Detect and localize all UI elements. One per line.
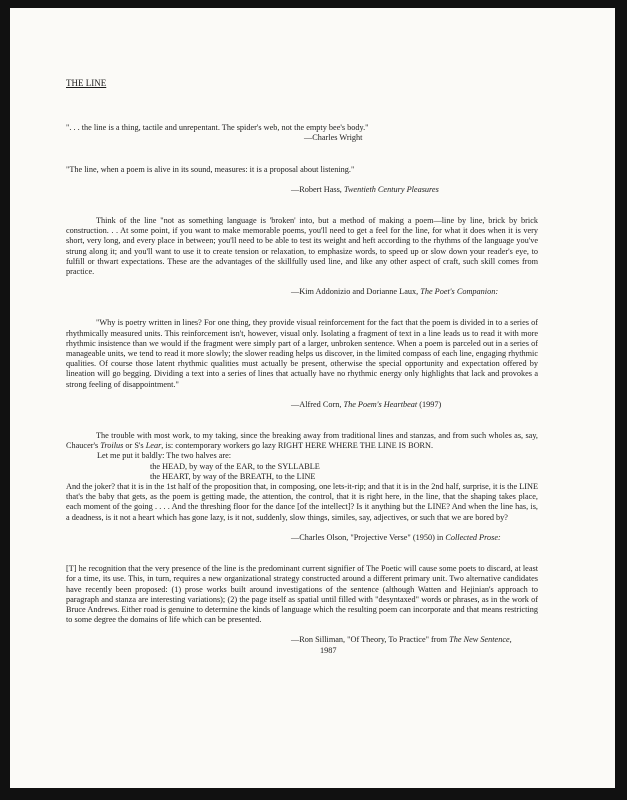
attribution-olson-author: —Charles Olson, "Projective Verse" (1950) in [291,532,446,542]
attribution-addonizio-laux [66,287,538,297]
attribution-wright: —Charles Wright [304,133,363,143]
olson-text-lear: Lear [145,441,162,451]
attribution-corn-year: (1997) [417,399,442,409]
quote-olson-p1 [66,431,538,451]
olson-text-c: , is: contemporary workers go lazy RIGHT HERE WHERE THE LINE IS BORN. [161,441,434,451]
quote-wright: ". . . the line is a thing, tactile and unrepentant. The spider's web, not the empty bee's body." [66,123,369,133]
attribution-addonizio-author: —Kim Addonizio and Dorianne Laux, [291,287,421,297]
quote-corn: "Why is poetry written in lines? For one thing, they provide visual reinforcement for the fact that the poem is divided in to a series of rhythmically measured units. This reinforcement isn't, however, visual only. Isolating a fragment of text in a line leads us to read it with more rhythmic insistence than we would if the fragment were simply part of a larger, unbroken sentence. When a poem is parceled out in a series of manageable units, we tend to read it more slowly; the slower reading helps us discover, in the limited compass of each line, engaging rhythmic qualities. Of course those latent rhythmic qualities must actually be present, otherwise the special opportunity and expectation offered by lineation will go begging. Dividing a text into a series of lines that actually have no rhythmic energy only highlights that lack and provokes a strong feeling of disappointment." [66,318,538,389]
olson-text-troilus: Troilus [100,441,124,451]
attribution-addonizio-title: The Poet's Companion: [420,287,499,297]
attribution-hass [66,185,538,195]
attribution-silliman-author: —Ron Silliman, "Of Theory, To Practice" from [291,635,450,645]
attribution-hass-author: —Robert Hass, [291,184,344,194]
olson-letme: Let me put it baldly: The two halves are: [97,451,232,461]
attribution-corn-title: The Poem's Heartbeat [343,399,418,409]
attribution-silliman [66,635,538,645]
document-page [10,8,615,788]
attribution-silliman-title: The New Sentence, [449,635,512,645]
olson-text-a: The trouble with most work, to my taking, since the breaking away from traditional lines and stanzas, and from such wholes as, say, Chaucer's [66,431,538,451]
attribution-olson [66,533,538,543]
page-content [66,78,538,656]
attribution-corn-author: —Alfred Corn, [291,399,344,409]
quote-addonizio-laux: Think of the line "not as something language is 'broken' into, but a method of making a poem—line by line, brick by brick construction. . . At some point, if you want to make memorable poems, you'll need to get a feel for the line, for what it does when it is very short, very long, and every place in between; you'll need to be able to test its weight and heft according to the rhythms of the language you've strung along it; and you'll want to use it to create tension or relaxation, to emphasize words, to speed up or slow down your reader's eye, to fulfill or thwart expectations. These are the advantages of the skillfully used line, and like any other aspect of craft, such skill comes from practice. [66,216,538,277]
attribution-corn [66,400,538,410]
quote-olson-p2: And the joker? that it is in the 1st half of the proposition that, in composing, one lets-it-rip; and that it is in the 2nd half, surprise, it is the LINE that's the baby that gets, as the poem is getting made, the attention, the control, that it is right here, in the line, that the shaping takes place, each moment of the going . . . . And the threshing floor for the dance [of the intellect]? Is it anything but the LINE? And when the line has, is, a deadness, is it not a heart which has gone lazy, is it not, suddenly, slow things, similes, say, adjectives, or such that we are bored by? [66,482,539,522]
attribution-silliman-year: 1987 [320,645,337,655]
attribution-olson-title: Collected Prose: [445,532,501,542]
olson-half-head: the HEAD, by way of the EAR, to the SYLLABLE [150,461,320,471]
quote-silliman: [T] he recognition that the very presence of the line is the predominant current signifier of The Poetic will cause some poets to discard, at least for a time, its use. This, in turn, requires a new organizational strategy constructed around a different primary unit. Two alternative candidates have recently been proposed: (1) prose works built around investigations of the sentence (although Watten and Hejinian's approach to paragraph and stanza are interesting variations); (2) the page itself as spatial until filled with "desyntaxed" words or phrases, as in the work of Bruce Andrews. Either road is genuine to determine the kinds of language which the resulting poem can incorporate and that means restricting to some degree the domains of life which can be presented. [66,564,538,625]
olson-half-heart: the HEART, by way of the BREATH, to the LINE [150,471,316,481]
page-title: THE LINE [66,78,107,88]
quote-hass: "The line, when a poem is alive in its sound, measures: it is a proposal about listening." [66,164,355,174]
attribution-hass-title: Twentieth Century Pleasures [343,184,439,194]
olson-text-b: or S's [123,441,146,451]
